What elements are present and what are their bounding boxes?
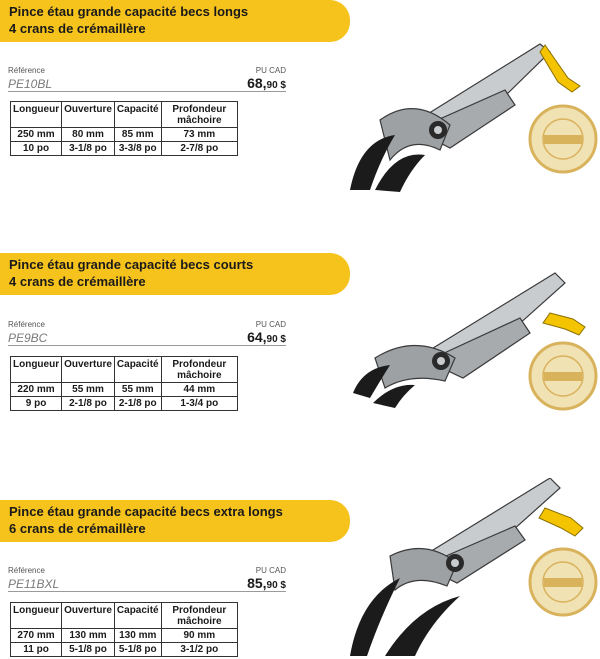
table-row (11, 643, 238, 657)
table-cell: 130 mm (62, 629, 115, 643)
price-cents: 90 $ (266, 580, 286, 591)
table-cell: 85 mm (114, 128, 161, 142)
product-pe9bc (0, 253, 600, 453)
header-opening: Ouverture (62, 603, 115, 629)
table-cell: 2-1/8 po (114, 397, 161, 411)
table-cell: 2-7/8 po (161, 142, 237, 156)
table-cell: 270 mm (11, 629, 62, 643)
table-cell: 44 mm (161, 383, 237, 397)
reference-code: PE11BXL (8, 577, 60, 591)
price (247, 329, 286, 347)
price-label: PU CAD (255, 320, 286, 329)
specs-table (10, 356, 238, 411)
reference-label: Référence (8, 320, 45, 329)
product-title: Pince étau grande capacité becs extra longs (9, 504, 283, 519)
header-length: Longueur (11, 603, 62, 629)
price-main: 64, (247, 329, 267, 345)
product-title-banner (0, 500, 350, 542)
table-cell: 55 mm (62, 383, 115, 397)
satisfaction-seal-icon (528, 104, 598, 174)
table-cell: 130 mm (114, 629, 161, 643)
reference-price-row (8, 66, 286, 92)
table-row (11, 629, 238, 643)
table-cell: 90 mm (161, 629, 237, 643)
satisfaction-seal-icon (528, 341, 598, 411)
header-capacity: Capacité (114, 603, 161, 629)
reference-price-row (8, 320, 286, 346)
product-subtitle: 6 crans de crémaillère (9, 521, 146, 536)
table-cell: 55 mm (114, 383, 161, 397)
table-row (11, 142, 238, 156)
table-cell: 5-1/8 po (114, 643, 161, 657)
header-jaw-depth: Profondeur mâchoire (161, 357, 237, 383)
table-row (11, 397, 238, 411)
table-header-row (11, 102, 238, 128)
reference-label: Référence (8, 66, 45, 75)
product-title-banner (0, 0, 350, 42)
price (247, 575, 286, 593)
product-title: Pince étau grande capacité becs longs (9, 4, 249, 19)
header-opening: Ouverture (62, 102, 115, 128)
table-header-row (11, 357, 238, 383)
product-title-banner (0, 253, 350, 295)
table-cell: 250 mm (11, 128, 62, 142)
product-pe11bxl (0, 500, 600, 659)
specs-table (10, 602, 238, 657)
price-label: PU CAD (255, 566, 286, 575)
specs-table (10, 101, 238, 156)
header-opening: Ouverture (62, 357, 115, 383)
price-cents: 90 $ (266, 80, 286, 91)
header-length: Longueur (11, 102, 62, 128)
price-cents: 90 $ (266, 334, 286, 345)
reference-code: PE9BC (8, 331, 48, 345)
product-title: Pince étau grande capacité becs courts (9, 257, 254, 272)
header-length: Longueur (11, 357, 62, 383)
table-cell: 5-1/8 po (62, 643, 115, 657)
product-pe10bl (0, 0, 600, 200)
satisfaction-seal-icon (528, 547, 598, 617)
table-cell: 10 po (11, 142, 62, 156)
price-label: PU CAD (255, 66, 286, 75)
table-cell: 2-1/8 po (62, 397, 115, 411)
reference-code: PE10BL (8, 77, 53, 91)
reference-label: Référence (8, 566, 45, 575)
table-cell: 73 mm (161, 128, 237, 142)
reference-price-row (8, 566, 286, 592)
product-subtitle: 4 crans de crémaillère (9, 21, 146, 36)
header-jaw-depth: Profondeur mâchoire (161, 102, 237, 128)
table-cell: 3-1/2 po (161, 643, 237, 657)
table-cell: 220 mm (11, 383, 62, 397)
table-cell: 80 mm (62, 128, 115, 142)
header-jaw-depth: Profondeur mâchoire (161, 603, 237, 629)
header-capacity: Capacité (114, 357, 161, 383)
price-main: 85, (247, 575, 267, 591)
header-capacity: Capacité (114, 102, 161, 128)
table-cell: 11 po (11, 643, 62, 657)
price (247, 75, 286, 93)
table-header-row (11, 603, 238, 629)
table-cell: 9 po (11, 397, 62, 411)
table-cell: 3-3/8 po (114, 142, 161, 156)
price-main: 68, (247, 75, 267, 91)
table-row (11, 128, 238, 142)
table-cell: 3-1/8 po (62, 142, 115, 156)
table-row (11, 383, 238, 397)
product-subtitle: 4 crans de crémaillère (9, 274, 146, 289)
table-cell: 1-3/4 po (161, 397, 237, 411)
